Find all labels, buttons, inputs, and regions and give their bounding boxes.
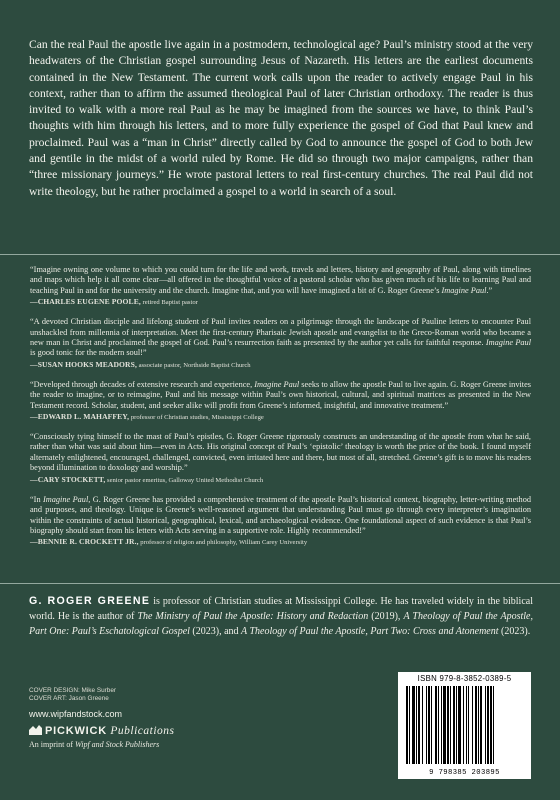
- endorsement-attribution: —CARY STOCKETT, senior pastor emeritus, Galloway United Methodist Church: [30, 474, 264, 484]
- endorsement-text: “Developed through decades of extensive research and experience, Imagine Paul seeks to allow the apostle Paul to live again. G. Roger Greene invites the reader to imagine, or to reimagine, Paul and his message within Paul’s own historical, cultural, and spiritual matrices as presented in the New Testament record. Scholar, student, and seeker alike will profit from Greene’s informed, insightful, and innovative treatment.”: [30, 379, 531, 410]
- barcode-digits: 9 798385 203895: [429, 769, 500, 777]
- endorsement: [30, 432, 531, 486]
- endorsement-attribution: —EDWARD L. MAHAFFEY, professor of Christian studies, Mississippi College: [30, 412, 264, 422]
- endorsement: [30, 317, 531, 371]
- barcode-bars: [406, 686, 523, 764]
- cover-credits: [29, 687, 116, 702]
- endorsement: [30, 380, 531, 423]
- isbn-label: ISBN 979-8-3852-0389-5: [417, 674, 512, 683]
- author-name: G. ROGER GREENE: [29, 595, 151, 607]
- bottom-divider: [0, 583, 560, 584]
- top-divider: [0, 254, 560, 255]
- endorsement-text: “In Imagine Paul, G. Roger Greene has provided a comprehensive treatment of the apostle Paul’s historical context, biography, letter-writing method and purposes, and theology. Unique is Greene’s well-reasoned argument that understanding Paul must go through every interpreter’s imagination within the constraints of actual historical, geographical, lexical, and archaeological evidence. One foundational aspect of such evidence is that Paul’s biography should start from his letters with Acts serving in a supportive role. Highly recommended!”: [30, 494, 532, 535]
- endorsement-attribution: —BENNIE R. CROCKETT JR., professor of religion and philosophy, William Carey University: [30, 537, 308, 547]
- publisher-website[interactable]: www.wipfandstock.com: [29, 709, 123, 719]
- endorsement: [30, 495, 531, 549]
- isbn-barcode: [398, 672, 531, 779]
- endorsement-attribution: —SUSAN HOOKS MEADORS, associate pastor, Northside Baptist Church: [30, 359, 251, 369]
- endorsement-attribution: —CHARLES EUGENE POOLE, retired Baptist pastor: [30, 297, 198, 307]
- endorsements: [30, 265, 531, 557]
- imprint-line: An imprint of Wipf and Stock Publishers: [29, 740, 160, 749]
- author-bio: G. ROGER GREENE is professor of Christian studies at Mississippi College. He has traveled widely in the biblical world. He is the author of The Ministry of Paul the Apostle: History and Redaction (2019), A Theology of Paul the Apostle, Part One: Paul’s Eschatological Gospel (2023), and A Theology of Paul the Apostle, Part Two: Cross and Atonement (2023).: [29, 595, 533, 638]
- endorsement: [30, 265, 531, 308]
- book-description: Can the real Paul the apostle live again in a postmodern, technological age? Paul’s ministry stood at the very headwaters of the Christian gospel surrounding Jesus of Nazareth. His letters are the earliest documents contained in the New Testament. The current work calls upon the reader to actively engage Paul in his context, rather than to affirm the assumed theological Paul of later Christian orthodoxy. The reader is thus invited to walk with a more real Paul as he may be imagined from the sources we have, to think Paul’s thoughts with him through his letters, and to more fully experience the gospel of God that Paul knew and proclaimed. Paul was a “man in Christ” directly called by God to announce the gospel of God to both Jew and gentile in the midst of a world ruled by Rome. He did so through two major campaigns, rather than “three missionary journeys.” He wrote pastoral letters to real first-century churches. The real Paul did not write theology, but he rather proclaimed a gospel to a world in search of a soul.: [29, 38, 533, 198]
- pickwick-logo-icon: [29, 724, 42, 735]
- publisher-logo: PICKWICK Publications: [29, 724, 175, 737]
- cover-art-credit: COVER ART: Jason Greene: [29, 694, 109, 702]
- cover-design-credit: COVER DESIGN: Mike Surber: [29, 687, 117, 694]
- endorsement-text: “Consciously tying himself to the mast of Paul’s epistles, G. Roger Greene rigorously constructs an understanding of the apostle from what he said, rather than what was said about him—even in Acts. His original concept of Paul’s ‘epistolic’ theology is worth the price of the book. I found myself alternately enlightened, encouraged, challenged, convicted, even irritated here and there, but most of all, stretched. Greene’s gift is to move his readers beyond illumination to doxology and worship.”: [30, 432, 531, 473]
- endorsement-text: “Imagine owning one volume to which you could turn for the life and work, travels and letters, history and geography of Paul, along with timelines and maps which help it all come clear—all offered in the thoughtful voice of a pastoral scholar who has given much of his life to learning Paul and teaching Paul in and for the university and the church. Imagine that, and you will have imagined a bit of G. Roger Greene’s Imagine Paul.”: [30, 265, 531, 295]
- endorsement-text: “A devoted Christian disciple and lifelong student of Paul invites readers on a pilgrimage through the landscape of Pauline letters to encounter Paul unshackled from millennia of interpretation. Meet the first-century Pharisaic Jewish apostle and evangelist to the Greco-Roman world who became a new man in Christ and proclaimed the gospel of God. Paul’s resurrection faith as presented by the author yet calls for faithful response. Imagine Paul is good tonic for the modern soul!”: [30, 317, 532, 358]
